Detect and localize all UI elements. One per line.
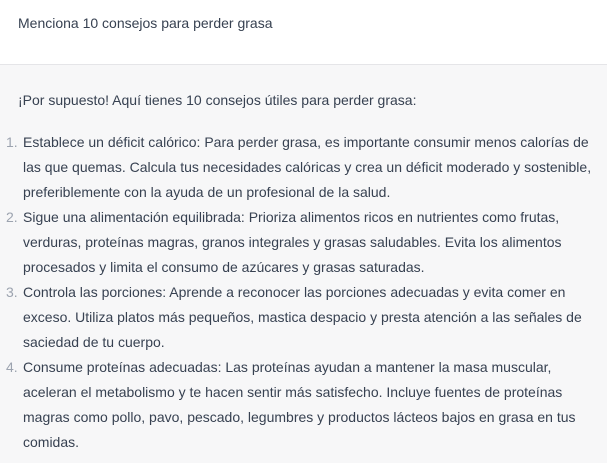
tip-text-line: Consume proteínas adecuadas: Las proteínas ayudan a mantener la masa muscular, bbox=[23, 359, 552, 375]
tip-item bbox=[0, 130, 607, 205]
tip-number: 2. bbox=[6, 209, 18, 225]
assistant-intro-text: ¡Por supuesto! Aquí tienes 10 consejos útiles para perder grasa: bbox=[18, 92, 417, 108]
tip-text-line: las que quemas. Calcula tus necesidades calóricas y crea un déficit moderado y sostenible, bbox=[23, 159, 592, 175]
tip-item bbox=[0, 205, 607, 280]
tip-number: 4. bbox=[6, 359, 18, 375]
tip-item bbox=[0, 280, 607, 355]
tips-list bbox=[0, 130, 607, 455]
assistant-message-row bbox=[0, 65, 607, 463]
tip-text-line: saciedad de tu cuerpo. bbox=[23, 334, 165, 350]
user-message-text: Menciona 10 consejos para perder grasa bbox=[18, 15, 273, 31]
user-message-row bbox=[0, 0, 607, 65]
tip-number: 1. bbox=[6, 134, 18, 150]
tip-text-line: magras como pollo, pavo, pescado, legumbres y productos lácteos bajos en grasa en tus bbox=[23, 409, 576, 425]
tip-text-line: Controla las porciones: Aprende a reconocer las porciones adecuadas y evita comer en bbox=[23, 284, 566, 300]
tip-item bbox=[0, 355, 607, 455]
tip-text-line: aceleran el metabolismo y te hacen sentir más satisfecho. Incluye fuentes de proteínas bbox=[23, 384, 563, 400]
tip-text-line: comidas. bbox=[23, 434, 80, 450]
tip-number: 3. bbox=[6, 284, 18, 300]
tip-text-line: verduras, proteínas magras, granos integrales y grasas saludables. Evita los alimentos bbox=[23, 234, 562, 250]
tip-text-line: Sigue una alimentación equilibrada: Prioriza alimentos ricos en nutrientes como frutas, bbox=[23, 209, 560, 225]
tip-text-line: exceso. Utiliza platos más pequeños, mastica despacio y presta atención a las señales de bbox=[23, 309, 582, 325]
tip-text-line: Establece un déficit calórico: Para perder grasa, es importante consumir menos calorías de bbox=[23, 134, 589, 150]
tip-text-line: procesados y limita el consumo de azúcares y grasas saturadas. bbox=[23, 259, 425, 275]
tip-text-line: preferiblemente con la ayuda de un profesional de la salud. bbox=[23, 184, 391, 200]
